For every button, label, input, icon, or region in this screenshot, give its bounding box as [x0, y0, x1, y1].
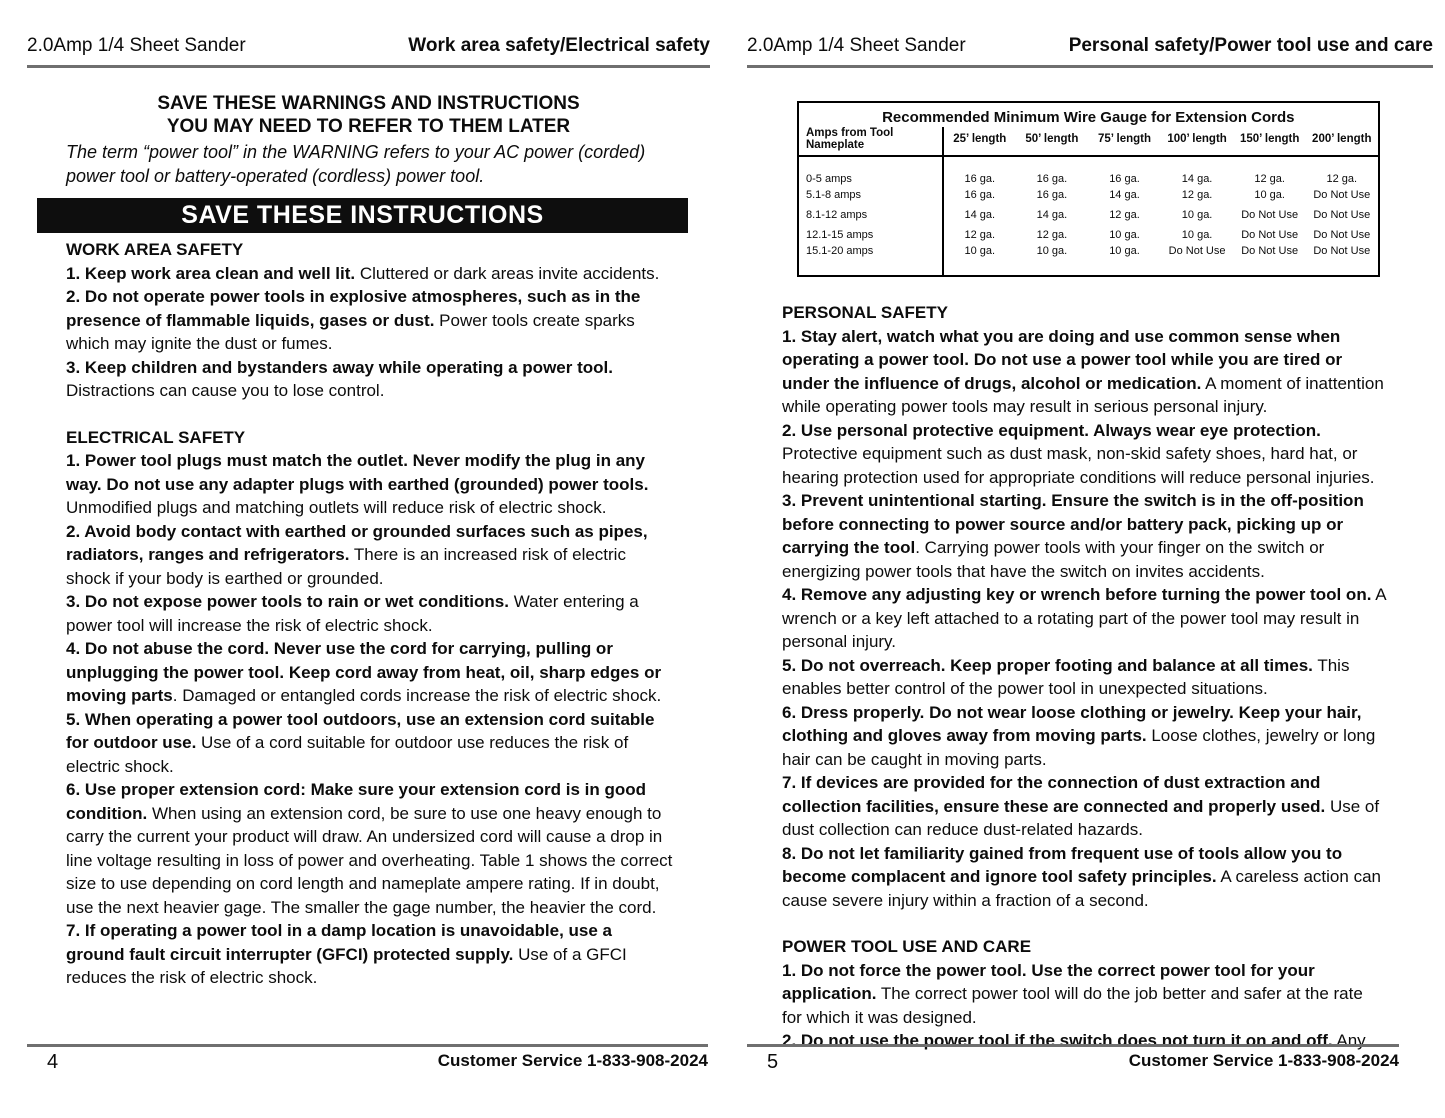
column-header: 200’ length [1306, 127, 1379, 156]
safety-item: 2. Use personal protective equipment. Always wear eye protection. Protective equipment such as dust mask, non-skid safety shoes, hard hat, or hearing protection used for appropriate conditions will reduce personal injuries. [782, 420, 1375, 487]
running-section-title: Personal safety/Power tool use and care [1068, 35, 1433, 56]
safety-item: 2. Avoid body contact with earthed or grounded surfaces such as pipes, radiators, ranges and refrigerators. There is an increased risk of electric shock if your body is earthed or grounded. [66, 521, 648, 588]
save-warnings-line2: YOU MAY NEED TO REFER TO THEM LATER [166, 115, 571, 137]
column-header: 75’ length [1088, 127, 1161, 156]
column-header: 100’ length [1161, 127, 1234, 156]
section-heading-personal: PERSONAL SAFETY [782, 303, 948, 322]
safety-item: 3. Prevent unintentional starting. Ensure the switch is in the off-position before connecting to power source and/or battery pack, picking up or carrying the tool. Carrying power tools with your finger on the switch or energizing power tools that have the switch on invites accidents. [782, 491, 1364, 581]
column-header: Amps from Tool Nameplate [798, 127, 943, 156]
wire-gauge-table [797, 101, 1380, 277]
page-4-body [66, 238, 674, 990]
safety-item: 3. Keep children and bystanders away while operating a power tool. Distractions can cause you to lose control. [66, 357, 613, 400]
table-header-row [798, 127, 1379, 156]
safety-item: 1. Keep work area clean and well lit. Cluttered or dark areas invite accidents. [66, 263, 660, 283]
safety-item: 2. Do not use the power tool if the switch does not turn it on and off. Any [782, 1031, 1366, 1050]
safety-item: 7. If operating a power tool in a damp location is unavoidable, use a ground fault circuit interrupter (GFCI) protected supply. Use of a GFCI reduces the risk of electric shock. [66, 921, 627, 987]
safety-item: 1. Stay alert, watch what you are doing and use common sense when operating a power tool. Do not use a power tool while you are tired or under the influence of drugs, alcohol or medication. A moment of inattention while operating power tools may result in serious personal injury. [782, 326, 1384, 416]
page-5-body [782, 301, 1387, 1053]
page-5-footer [747, 1044, 1399, 1074]
table-row: 0-5 amps 16 ga. 16 ga. 16 ga. 14 ga. 12 ga. 12 ga. [798, 156, 1379, 185]
column-header: 25’ length [943, 127, 1016, 156]
page-5-header [747, 0, 1433, 68]
page-4 [27, 0, 710, 1118]
customer-service-line: Customer Service 1-833-908-2024 [1128, 1051, 1399, 1070]
section-heading-work-area: WORK AREA SAFETY [66, 240, 244, 259]
table-title: Recommended Minimum Wire Gauge for Extension Cords [882, 108, 1295, 126]
running-section-title: Work area safety/Electrical safety [408, 35, 710, 56]
safety-item: 7. If devices are provided for the connection of dust extraction and collection facilities, ensure these are connected and properly used. Use of dust collection can reduce dust-related hazards. [782, 773, 1380, 839]
customer-service-line: Customer Service 1-833-908-2024 [437, 1051, 708, 1070]
wire-gauge-table-wrap [797, 101, 1433, 277]
section-heading-electrical: ELECTRICAL SAFETY [66, 427, 246, 447]
page-4-footer [27, 1044, 708, 1074]
page-number: 4 [47, 1051, 59, 1073]
safety-item: 4. Do not abuse the cord. Never use the cord for carrying, pulling or unplugging the power tool. Keep cord away from heat, oil, sharp edges or moving parts. Damaged or entangled cords increase the risk of electric shock. [66, 639, 662, 705]
product-name: 2.0Amp 1/4 Sheet Sander [747, 35, 966, 56]
power-tool-term-note: The term “power tool” in the WARNING refers to your AC power (corded) power tool or battery-operated (cordless) power tool. [66, 142, 646, 186]
safety-item: 1. Do not force the power tool. Use the correct power tool for your application. The correct power tool will do the job better and safer at the rate for which it was designed. [782, 960, 1363, 1027]
page-5 [747, 0, 1433, 1118]
save-warnings-line1: SAVE THESE WARNINGS AND INSTRUCTIONS [157, 93, 580, 114]
save-instructions-banner: SAVE THESE INSTRUCTIONS [37, 198, 688, 233]
safety-item: 5. When operating a power tool outdoors, use an extension cord suitable for outdoor use. Use of a cord suitable for outdoor use reduces the risk of electric shock. [66, 709, 655, 776]
safety-item: 6. Use proper extension cord: Make sure your extension cord is in good condition. When using an extension cord, be sure to use one heavy enough to carry the current your product will draw. An undersized cord will cause a drop in line voltage resulting in loss of power and overheating. Table 1 shows the correct size to use depending on cord length and nameplate ampere rating. If in doubt, use the next heavier gage. The smaller the gage number, the heavier the cord. [66, 780, 673, 917]
product-name: 2.0Amp 1/4 Sheet Sander [27, 35, 246, 56]
column-header: 50’ length [1016, 127, 1089, 156]
safety-item: 1. Power tool plugs must match the outlet. Never modify the plug in any way. Do not use any adapter plugs with earthed (grounded) power tools. Unmodified plugs and matching outlets will reduce risk of electric shock. [66, 451, 649, 517]
page-4-header [27, 0, 710, 68]
column-header: 150’ length [1233, 127, 1306, 156]
safety-item: 5. Do not overreach. Keep proper footing and balance at all times. This enables better control of the power tool in unexpected situations. [782, 655, 1350, 698]
safety-item: 2. Do not operate power tools in explosive atmospheres, such as in the presence of flammable liquids, gases or dust. Power tools create sparks which may ignite the dust or fumes. [66, 287, 641, 353]
safety-item: 4. Remove any adjusting key or wrench before turning the power tool on. A wrench or a key left attached to a rotating part of the power tool may result in personal injury. [782, 585, 1386, 651]
save-warnings-heading [27, 93, 710, 138]
section-heading-power-tool-use: POWER TOOL USE AND CARE [782, 937, 1032, 956]
table-row: 8.1-12 amps 14 ga. 14 ga. 12 ga. 10 ga. Do Not Use Do Not Use [798, 205, 1379, 225]
table-row: 15.1-20 amps 10 ga. 10 ga. 10 ga. Do Not Use Do Not Use Do Not Use [798, 245, 1379, 276]
page-number: 5 [767, 1051, 779, 1073]
safety-item: 6. Dress properly. Do not wear loose clothing or jewelry. Keep your hair, clothing and gloves away from moving parts. Loose clothes, jewelry or long hair can be caught in moving parts. [782, 702, 1376, 769]
table-row: 12.1-15 amps 12 ga. 12 ga. 10 ga. 10 ga. Do Not Use Do Not Use [798, 225, 1379, 245]
table-row: 5.1-8 amps 16 ga. 16 ga. 14 ga. 12 ga. 10 ga. Do Not Use [798, 185, 1379, 205]
safety-item: 3. Do not expose power tools to rain or wet conditions. Water entering a power tool will increase the risk of electric shock. [66, 592, 639, 635]
safety-item: 8. Do not let familiarity gained from frequent use of tools allow you to become complacent and ignore tool safety principles. A careless action can cause severe injury within a fraction of a second. [782, 843, 1381, 910]
